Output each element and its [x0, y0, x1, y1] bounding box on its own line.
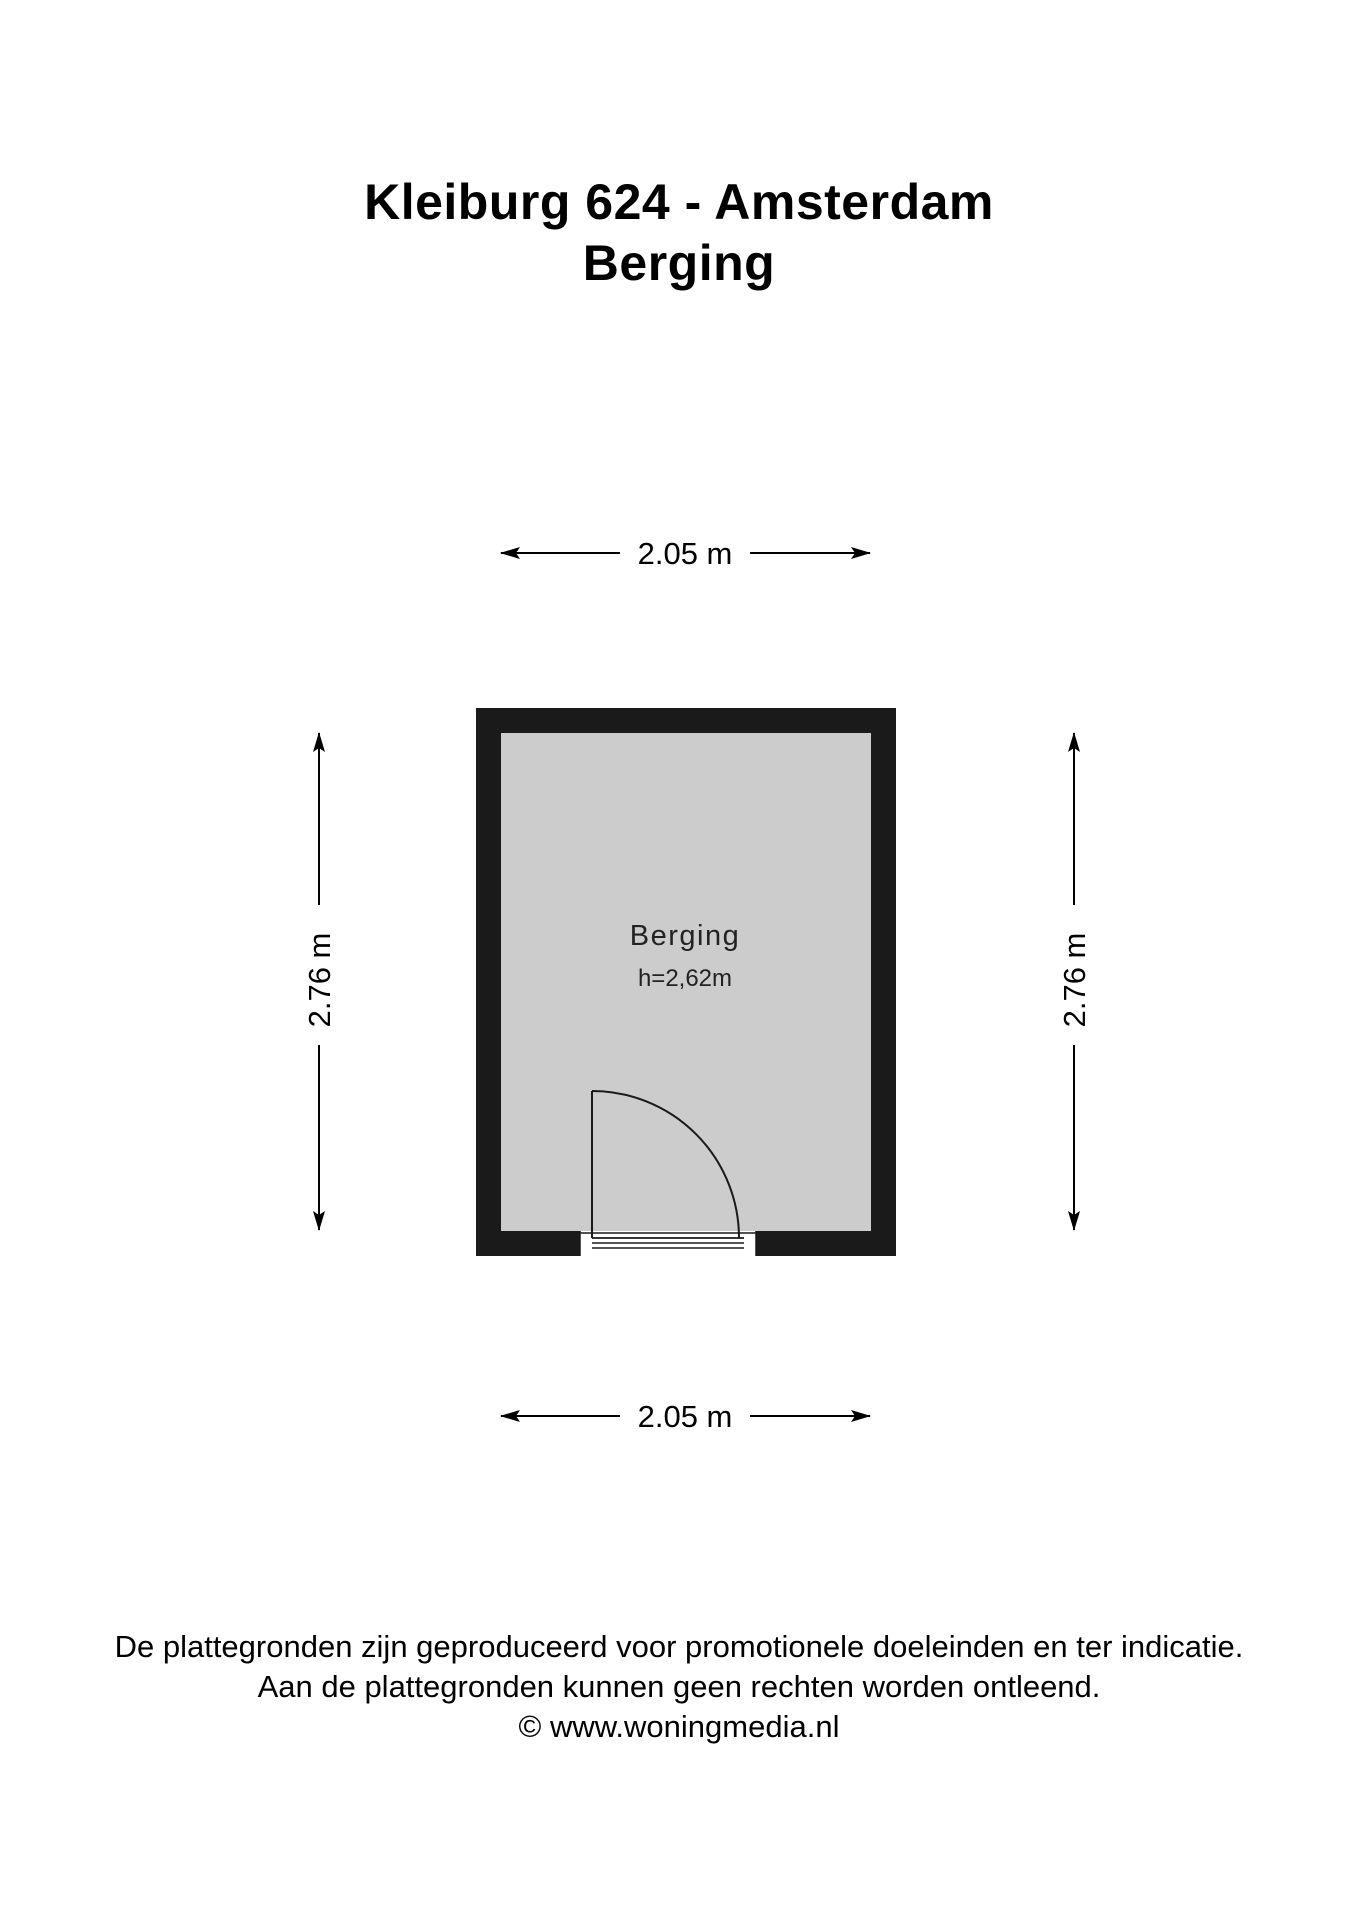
top-dimension-label: 2.05 m: [637, 536, 733, 571]
bottom-dimension: [501, 1399, 870, 1434]
left-dimension-label: 2.76 m: [302, 932, 337, 1028]
bottom-dimension-label: 2.05 m: [637, 1399, 733, 1434]
room-height: h=2,62m: [637, 965, 733, 992]
top-dimension: [501, 536, 870, 571]
right-dimension: [1057, 733, 1092, 1230]
copyright-line: © www.woningmedia.nl: [518, 1709, 840, 1744]
disclaimer-line-1: De plattegronden zijn geproduceerd voor promotionele doeleinden en ter indicatie.: [114, 1629, 1244, 1664]
right-dimension-label: 2.76 m: [1057, 932, 1092, 1028]
left-dimension: [302, 733, 337, 1230]
plan-title: Kleiburg 624 - Amsterdam: [364, 174, 994, 230]
disclaimer-line-2: Aan de plattegronden kunnen geen rechten worden ontleend.: [257, 1669, 1101, 1704]
room-name: Berging: [629, 920, 741, 952]
plan-subtitle: Berging: [582, 235, 776, 291]
